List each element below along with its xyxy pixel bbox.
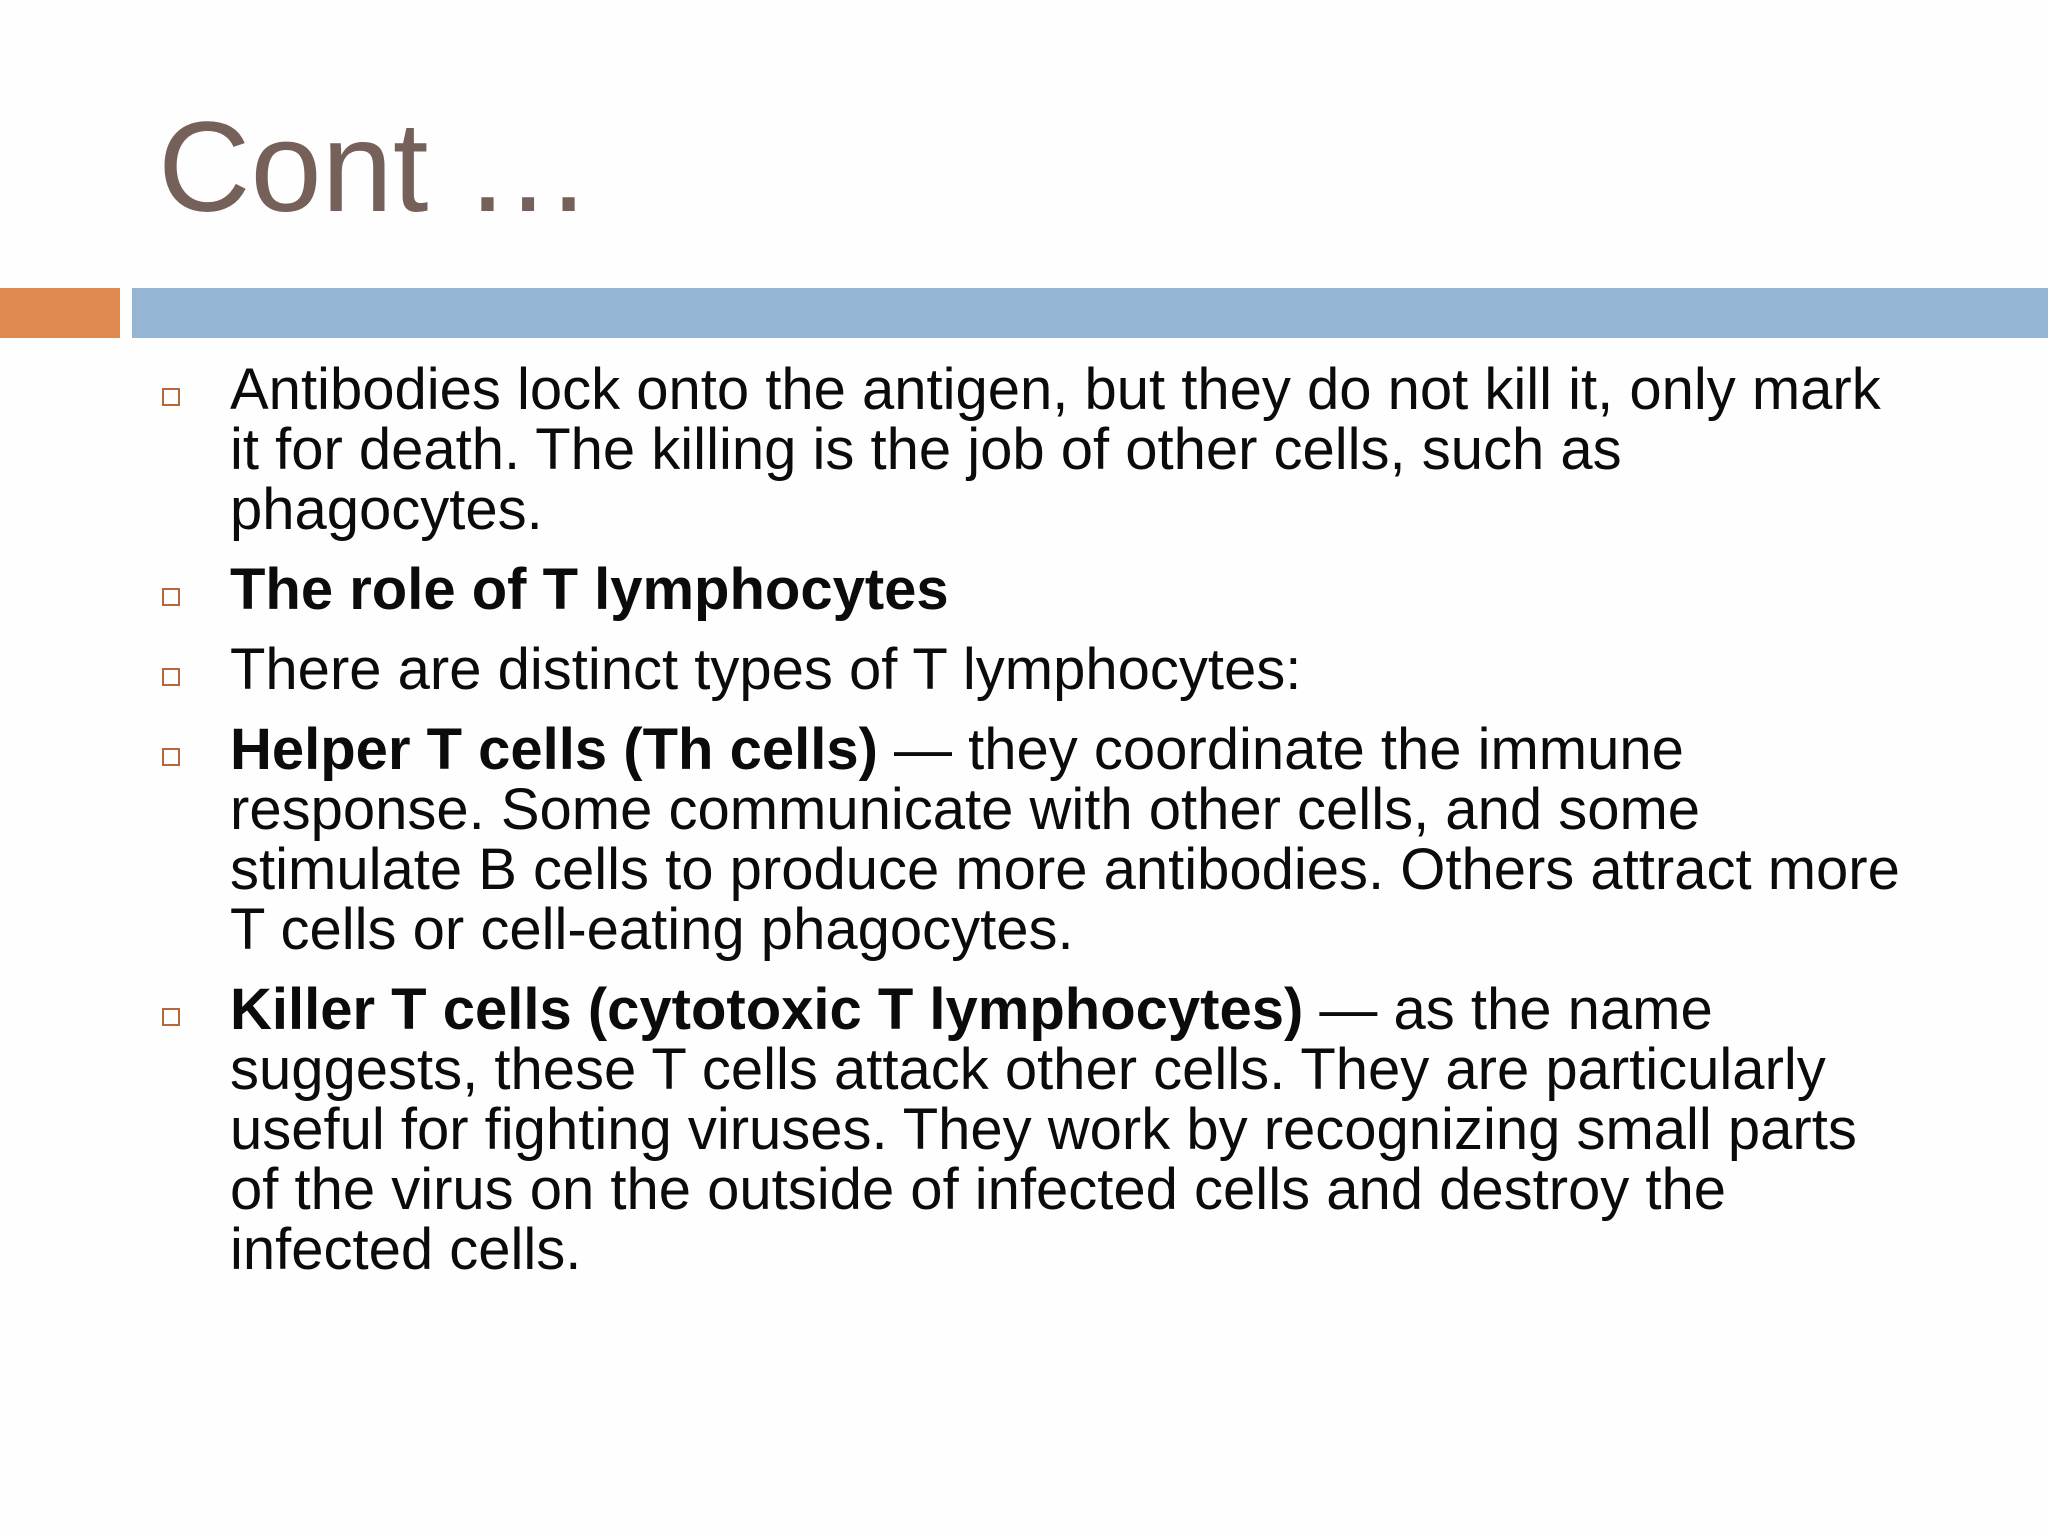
bullet-text: — as the name suggests, these T cells attack other cells. They are particularly useful for fighting viruses. They work by recognizing small parts of the virus on the outside of infected cells and destroy the infected cells. — [230, 977, 1857, 1282]
bullet-list — [158, 357, 1918, 1300]
square-bullet-icon — [162, 588, 180, 606]
square-bullet-icon — [162, 668, 180, 686]
square-bullet-icon — [162, 1008, 180, 1026]
bullet-text: Antibodies lock onto the antigen, but they do not kill it, only mark it for death. The killing is the job of other cells, such as phagocytes. — [230, 357, 1881, 542]
bullet-item-killer-t-cells — [158, 977, 1918, 1282]
bullet-bold-text: Helper T cells (Th cells) — [230, 717, 878, 782]
bullet-item-role-of-t-lymphocytes — [158, 557, 1918, 622]
bullet-item-helper-t-cells — [158, 717, 1918, 962]
square-bullet-icon — [162, 388, 180, 406]
bullet-text: — they coordinate the immune response. Some communicate with other cells, and some stimulate B cells to produce more antibodies. Others attract more T cells or cell-eating phagocytes. — [230, 717, 1900, 962]
bullet-item-antibodies — [158, 357, 1918, 542]
bullet-bold-text: The role of T lymphocytes — [230, 557, 949, 622]
title-accent-bar-blue — [132, 288, 2048, 338]
bullet-bold-text: Killer T cells (cytotoxic T lymphocytes) — [230, 977, 1304, 1042]
bullet-item-distinct-types — [158, 637, 1918, 702]
slide-title: Cont … — [158, 96, 592, 239]
bullet-text: There are distinct types of T lymphocytes: — [230, 637, 1302, 702]
square-bullet-icon — [162, 748, 180, 766]
title-accent-bar-orange — [0, 288, 120, 338]
